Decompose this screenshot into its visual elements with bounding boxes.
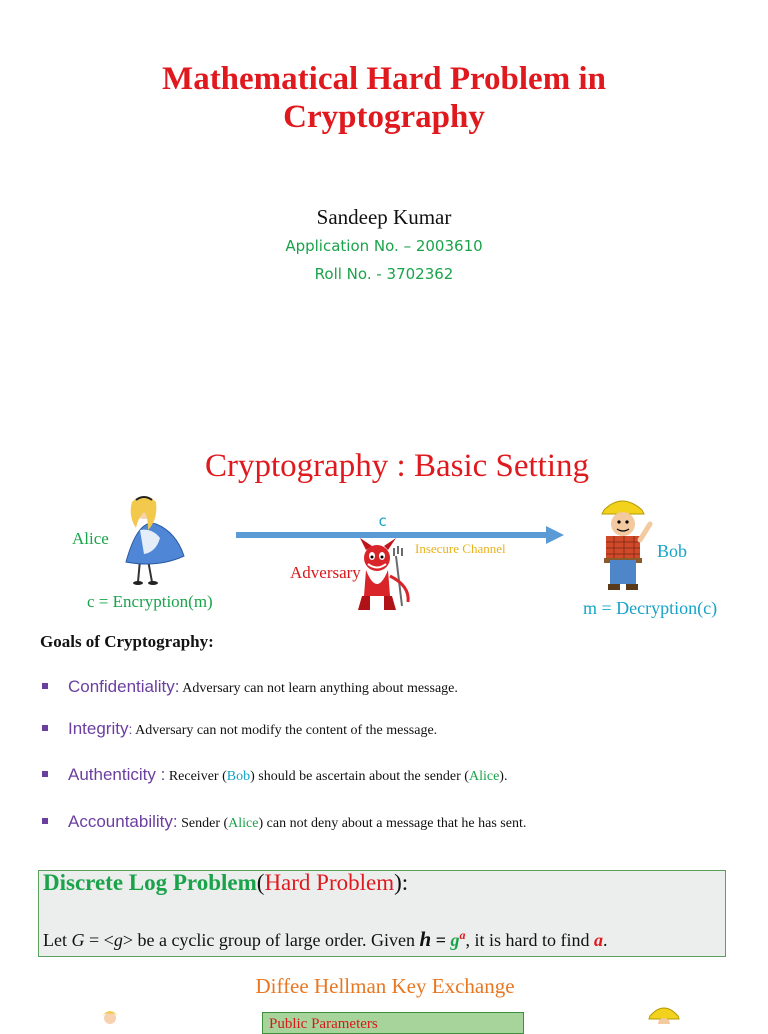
goal-term: Confidentiality: bbox=[68, 677, 180, 696]
application-number: Application No. – 2003610 bbox=[285, 237, 483, 255]
goal-text: ) can not deny about a message that he has sent. bbox=[258, 816, 527, 831]
slide-title bbox=[0, 60, 768, 136]
bob-inline: Bob bbox=[226, 769, 251, 784]
goal-authenticity bbox=[42, 765, 507, 785]
goal-term-colon: : bbox=[128, 721, 133, 737]
goals-heading: Goals of Cryptography: bbox=[40, 632, 214, 651]
goal-text: Sender ( bbox=[177, 816, 229, 831]
public-parameters-box bbox=[262, 1012, 524, 1034]
alice-small-icon bbox=[92, 1008, 128, 1024]
goal-confidentiality bbox=[42, 677, 458, 697]
goal-term: Authenticity : bbox=[68, 765, 166, 784]
bob-figure-icon bbox=[594, 496, 656, 592]
dlp-g: g bbox=[450, 930, 460, 950]
goal-integrity bbox=[42, 719, 437, 739]
alice-inline: Alice bbox=[228, 816, 259, 831]
bullet-icon bbox=[42, 771, 48, 777]
public-parameters-label: Public Parameters bbox=[269, 1016, 378, 1032]
goal-term: Accountability: bbox=[68, 812, 178, 831]
discrete-log-title bbox=[43, 870, 408, 896]
bullet-icon bbox=[42, 725, 48, 731]
ciphertext-label: c bbox=[378, 512, 388, 530]
encryption-formula: c = Encryption(m) bbox=[87, 592, 213, 611]
dlp-title-main: Discrete Log Problem bbox=[43, 870, 257, 895]
title-line-1: Mathematical Hard Problem in bbox=[162, 61, 606, 97]
dlp-text: . bbox=[602, 930, 608, 950]
goal-text: Adversary can not modify the content of the message. bbox=[132, 723, 438, 738]
goal-text: Receiver ( bbox=[165, 769, 227, 784]
basic-setting-title: Cryptography : Basic Setting bbox=[204, 448, 590, 484]
bullet-icon bbox=[42, 683, 48, 689]
goal-accountability bbox=[42, 812, 526, 832]
decryption-formula: m = Decryption(c) bbox=[583, 598, 718, 618]
discrete-log-statement bbox=[43, 927, 607, 952]
diffie-hellman-title: Diffee Hellman Key Exchange bbox=[255, 974, 515, 998]
roll-number: Roll No. - 3702362 bbox=[314, 265, 454, 283]
alice-inline: Alice bbox=[468, 769, 500, 784]
goal-text: Adversary can not learn anything about message. bbox=[179, 681, 458, 696]
dlp-group: G bbox=[71, 930, 85, 950]
goal-term: Integrity bbox=[68, 719, 129, 738]
dlp-paren: ): bbox=[394, 870, 409, 895]
dlp-hard-problem: Hard Problem bbox=[264, 870, 395, 895]
title-line-2: Cryptography bbox=[283, 99, 485, 135]
alice-label: Alice bbox=[72, 529, 109, 548]
author-name: Sandeep Kumar bbox=[316, 205, 452, 229]
dlp-text: , it is hard to find bbox=[465, 930, 594, 950]
dlp-text: = < bbox=[84, 930, 114, 950]
goal-text: ). bbox=[499, 769, 508, 784]
dlp-exponent: a bbox=[459, 928, 466, 942]
insecure-channel-label: Insecure Channel bbox=[415, 541, 506, 556]
dlp-paren: ( bbox=[256, 870, 265, 895]
alice-figure-icon bbox=[118, 490, 190, 586]
bob-label: Bob bbox=[657, 541, 688, 561]
dlp-eq: = bbox=[431, 930, 451, 950]
goal-text: ) should be ascertain about the sender ( bbox=[250, 769, 469, 784]
dlp-h: h bbox=[419, 927, 432, 951]
bob-small-icon bbox=[644, 1002, 684, 1024]
dlp-generator: g bbox=[113, 930, 123, 950]
adversary-devil-icon bbox=[350, 536, 420, 614]
dlp-text: Let bbox=[43, 930, 72, 950]
bullet-icon bbox=[42, 818, 48, 824]
dlp-a: a bbox=[593, 930, 603, 950]
adversary-label: Adversary bbox=[290, 563, 361, 582]
dlp-text: > be a cyclic group of large order. Given bbox=[122, 930, 420, 950]
